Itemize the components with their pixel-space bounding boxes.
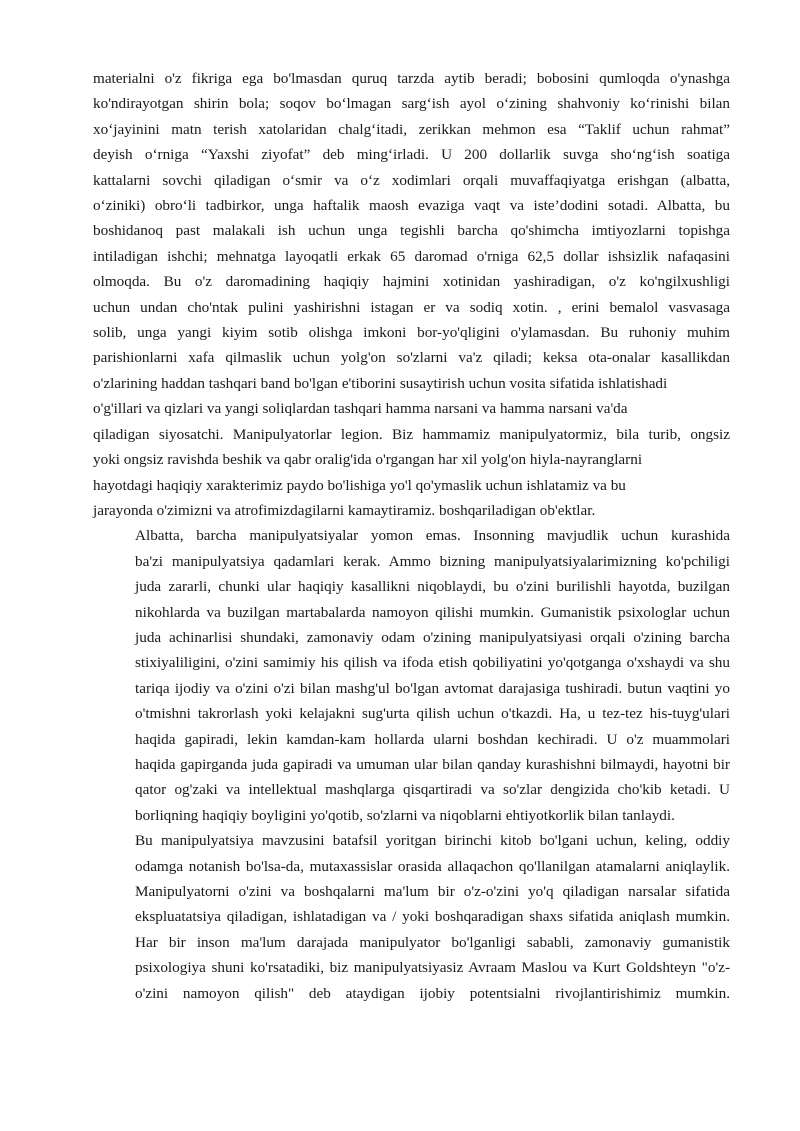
text-line: ekspluatatsiya qiladigan, ishlatadigan va / yoki boshqaradigan shaxs sifatida aniqlash mumkin.: [135, 908, 730, 926]
text-line: ko'ndirayotgan shirin bola; soqov bo‘lmagan sarg‘ish ayol o‘zining shahvoniy ko‘rinishi bilan: [93, 95, 730, 113]
text-line: Manipulyatorni o'zini va boshqalarni ma'lum bir o'z-o'zini yo'q qiladigan narsalar sifatida: [135, 883, 730, 900]
text-line: hayotdagi haqiqiy xarakterimiz paydo bo'lishiga yo'l qo'ymaslik uchun ishlatamiz va bu: [93, 476, 626, 494]
text-line: ba'zi manipulyatsiya qadamlari kerak. Ammo bizning manipulyatsiyalarimizning ko'pchiligi: [135, 552, 730, 570]
text-line: yoki ongsiz ravishda beshik va qabr oralig'ida o'rgangan har xil yolg'on hiyla-nayranglarni: [93, 451, 643, 469]
text-line: o'zini namoyon qilish" deb ataydigan ijobiy potentsialni rivojlantirishimiz mumkin.: [135, 984, 730, 1002]
text-line: intiladigan ishchi; mehnatga layoqatli erkak 65 daromad o'rniga 62,5 dollar ishsizlik nafaqasini: [93, 247, 730, 265]
text-line: o‘ziniki) obro‘li tadbirkor, unga haftalik maosh evaziga vaqt va iste’dodini sotadi. Albatta, bu: [93, 197, 730, 215]
text-line: materialni o'z fikriga ega bo'lmasdan quruq tarzda aytib beradi; bobosini qumloqda o'ynashga: [93, 70, 730, 87]
text-line: o'tmishni takrorlash yoki kelajakni sug'urta qilish uchun o'tkazdi. Ha, u tez-tez his-tuyg'ulari: [135, 705, 730, 723]
text-line: o'g'illari va qizlari va yangi soliqlardan tashqari hamma narsani va hamma narsani va'da: [93, 400, 628, 418]
text-line: Albatta, barcha manipulyatsiyalar yomon emas. Insonning mavjudlik uchun kurashida: [135, 527, 730, 545]
text-line: borliqning haqiqiy boyligini yo'qotib, so'zlarni va niqoblarni ehtiyotkorlik bilan tanlaydi.: [135, 806, 675, 824]
text-line: Har bir inson ma'lum darajada manipulyator bo'lganligi sababli, zamonaviy gumanistik: [135, 933, 730, 951]
text-line: uchun undan cho'ntak pulini yashirishni istagan er va sodiq xotin. , erini bemalol vasvasaga: [93, 298, 730, 316]
text-line: boshidanoq past malakali ish uchun unga tegishli barcha qo'shimcha imtiyozlarni topishga: [93, 222, 730, 240]
text-line: odamga notanish bo'lsa-da, mutaxassislar orasida allaqachon qo'llanilgan atamalarni aniqlaylik.: [135, 857, 730, 875]
text-line: kattalarni sovchi qiladigan o‘smir va o‘z xodimlari orqali muvaffaqiyatga erishgan (albatta,: [93, 171, 730, 189]
text-line: nikohlarda va buzilgan martabalarda namoyon qilishi mumkin. Gumanistik psixologlar uchun: [135, 603, 730, 621]
text-line: juda achinarlisi shundaki, zamonaviy odam o'zining manipulyatsiyasi orqali o'zining barcha: [135, 628, 730, 646]
text-line: haqida gapirganda juda gapiradi va umuman ular bilan qanday kurashishni bilmaydi, hayotni bir: [135, 755, 730, 773]
text-line: qator og'zaki va intellektual mashqlarga qisqartiradi va so'zlar dengizida cho'kib ketadi. U: [135, 781, 730, 799]
document-page: [93, 66, 730, 1006]
text-line: deyish o‘rniga “Yaxshi ziyofat” deb ming‘irladi. U 200 dollarlik suvga sho‘ng‘ish soatiga: [93, 146, 730, 164]
text-line: o'zlarining haddan tashqari band bo'lgan e'tiborini susaytirish uchun vosita sifatida ishlatishadi: [93, 374, 668, 392]
text-line: solib, unga yangi kiyim sotib olishga imkoni bor-yo'qligini o'ylamasdan. Bu ruhoniy muhim: [93, 324, 730, 342]
text-line: psixologiya shuni ko'rsatadiki, biz manipulyatsiyasiz Avraam Maslou va Kurt Goldshteyn "o'z-: [135, 959, 730, 977]
text-line: stixiyaliligini, o'zini samimiy his qilish va ifoda etish qobiliyatini yo'qotganga o'xshaydi va shu: [135, 654, 730, 672]
paragraph: [93, 523, 730, 828]
text-line: parishionlarni xafa qilmaslik uchun yolg'on so'zlarni va'z qiladi; keksa ota-onalar kasallikdan: [93, 349, 730, 367]
text-line: tariqa ijodiy va o'zini o'zi bilan mashg'ul bo'lgan avtomat darajasiga tushiradi. butun vaqtini yo: [135, 679, 730, 697]
text-line: xo‘jayinini matn terish xatolaridan chalg‘itadi, zerikkan mehmon esa “Taklif uchun rahmat”: [93, 120, 730, 138]
text-line: qiladigan siyosatchi. Manipulyatorlar legion. Biz hammamiz manipulyatormiz, bila turib, ongsiz: [93, 425, 730, 443]
text-line: Bu manipulyatsiya mavzusini batafsil yoritgan birinchi kitob bo'lgani uchun, keling, oddiy: [135, 832, 730, 850]
paragraph: [93, 828, 730, 1006]
paragraph: [93, 66, 730, 523]
text-line: haqida gapiradi, lekin kamdan-kam hollarda ularni boshdan kechiradi. U o'z muammolari: [135, 730, 730, 748]
text-line: jarayonda o'zimizni va atrofimizdagilarni kamaytiramiz. boshqariladigan ob'ektlar.: [93, 501, 596, 519]
text-line: juda zararli, chunki ular haqiqiy kasallikni niqoblaydi, bu o'zini burilishli hayotda, buzilgan: [135, 578, 730, 596]
text-line: olmoqda. Bu o'z daromadining haqiqiy hajmini xotinidan yashiradigan, o'z ko'ngilxushligi: [93, 273, 730, 291]
